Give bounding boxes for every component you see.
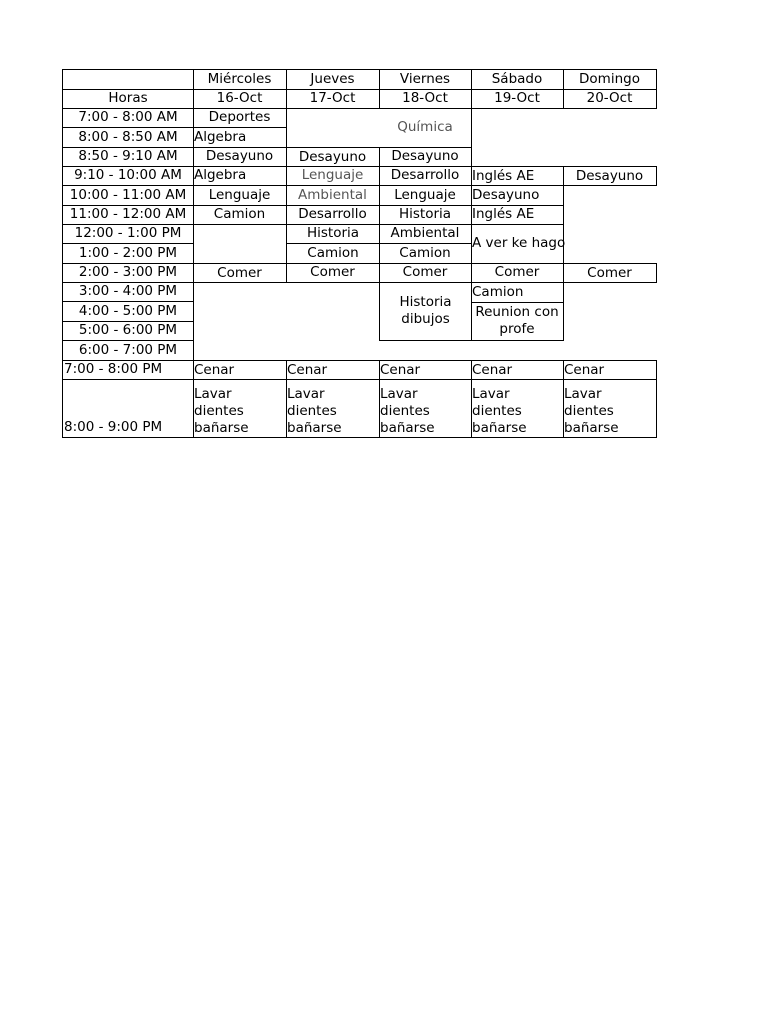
activity-cell: Algebra [193,127,287,148]
activity-cell: Cenar [193,360,287,380]
activity-cell: Camion [471,282,564,303]
activity-cell: Historia [379,205,472,225]
hour-cell: 7:00 - 8:00 AM [62,108,194,128]
hour-cell: 8:50 - 9:10 AM [62,147,194,167]
hour-cell: 10:00 - 11:00 AM [62,185,194,206]
activity-cell: Desayuno [563,166,657,186]
activity-cell: Lavar dientes bañarse [379,379,472,438]
activity-cell: Comer [379,263,472,283]
activity-cell: A ver ke hago [471,224,564,264]
activity-cell: Comer [193,263,287,283]
date-jueves: 17-Oct [286,89,380,109]
hour-cell: 1:00 - 2:00 PM [62,243,194,264]
hour-cell: 4:00 - 5:00 PM [62,301,194,322]
hour-cell: 12:00 - 1:00 PM [62,224,194,244]
activity-cell: Reunion con profe [471,302,564,341]
activity-cell: Comer [471,263,564,283]
day-header-jueves: Jueves [286,69,380,90]
hour-cell: 9:10 - 10:00 AM [62,166,194,186]
activity-cell: Camion [193,205,287,225]
activity-cell: Desarrollo [379,166,472,186]
activity-cell: Lenguaje [286,166,380,186]
hour-cell: 8:00 - 9:00 PM [62,379,194,438]
activity-cell: Historia dibujos [379,282,472,341]
activity-cell: Lenguaje [193,185,287,206]
activity-cell: Lavar dientes bañarse [563,379,657,438]
hour-cell: 5:00 - 6:00 PM [62,321,194,341]
activity-cell: Cenar [379,360,472,380]
activity-cell: Comer [563,263,657,283]
hour-cell: 7:00 - 8:00 PM [62,360,194,380]
activity-cell: Lenguaje [379,185,472,206]
activity-cell: Camion [379,243,472,264]
date-domingo: 20-Oct [563,89,657,109]
hour-cell: 8:00 - 8:50 AM [62,127,194,148]
hours-header: Horas [62,89,194,109]
activity-cell: Algebra [193,166,287,186]
activity-cell: Lavar dientes bañarse [471,379,564,438]
activity-cell: Lavar dientes bañarse [286,379,380,438]
day-header-miercoles: Miércoles [193,69,287,90]
activity-cell: Ambiental [286,185,380,206]
activity-cell: Desayuno [193,147,287,167]
hour-cell: 2:00 - 3:00 PM [62,263,194,283]
activity-cell: Lavar dientes bañarse [193,379,287,438]
hour-cell: 3:00 - 4:00 PM [62,282,194,302]
activity-cell: Cenar [563,360,657,380]
date-viernes: 18-Oct [379,89,472,109]
activity-cell: Desarrollo [286,205,380,225]
activity-cell: Ambiental [379,224,472,244]
day-header-domingo: Domingo [563,69,657,90]
activity-cell: Deportes [193,108,287,128]
activity-cell: Química [379,108,472,148]
activity-cell: Cenar [471,360,564,380]
activity-cell: Desayuno [379,147,472,167]
hour-cell: 6:00 - 7:00 PM [62,340,194,361]
day-header-viernes: Viernes [379,69,472,90]
activity-cell: Historia [286,224,380,244]
day-header-sabado: Sábado [471,69,564,90]
hour-cell: 11:00 - 12:00 AM [62,205,194,225]
activity-cell: Desayuno [471,185,564,206]
activity-cell: Cenar [286,360,380,380]
activity-cell: Inglés AE [471,166,564,186]
corner-cell [62,69,194,90]
activity-cell: Inglés AE [471,205,564,225]
activity-cell: Desayuno [286,147,380,167]
date-miercoles: 16-Oct [193,89,287,109]
activity-cell: Camion [286,243,380,264]
activity-cell: Comer [286,263,380,283]
date-sabado: 19-Oct [471,89,564,109]
